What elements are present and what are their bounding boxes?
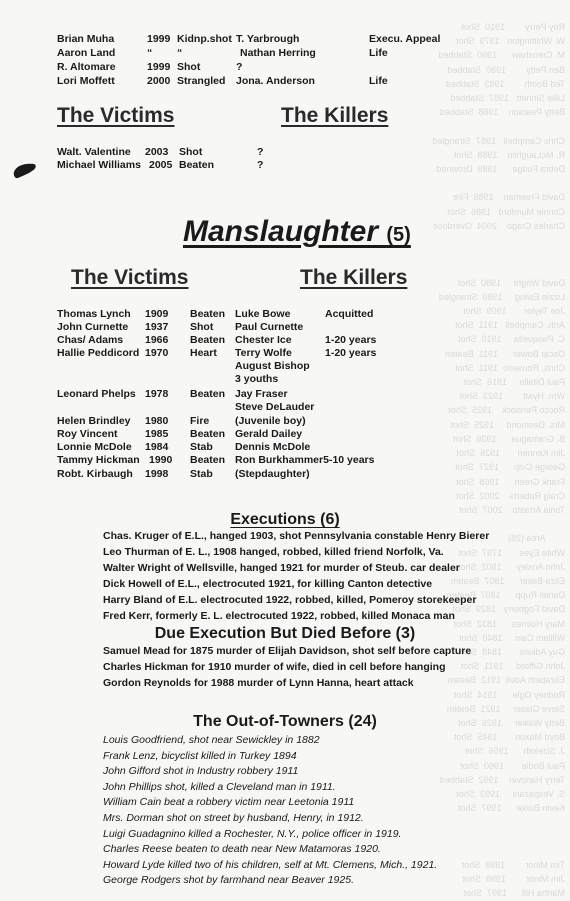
year: 1980	[145, 415, 169, 427]
manslaughter-title-text: Manslaughter	[183, 215, 379, 248]
executions-list	[103, 528, 489, 624]
cause: Heart	[190, 347, 217, 359]
sentence: Execu. Appeal	[369, 33, 441, 45]
year: 1990	[149, 454, 173, 466]
killer-name: Paul Curnette	[235, 321, 304, 333]
year: 2003	[145, 146, 169, 158]
manslaughter-row	[57, 321, 457, 335]
manslaughter-row	[57, 441, 457, 455]
victim-name: Michael Williams	[57, 159, 141, 171]
cause: Shot	[177, 61, 201, 73]
sentence: Life	[369, 47, 388, 59]
cause: Beaten	[190, 334, 226, 346]
manslaughter-row	[57, 468, 457, 482]
due-execution-list	[103, 643, 471, 691]
year: 2000	[147, 75, 171, 87]
out-of-towner-entry: Louis Goodfriend, shot near Sewickley in 1882	[103, 734, 320, 746]
manslaughter-row	[57, 308, 457, 322]
manslaughter-row	[57, 388, 457, 402]
sentence: Acquitted	[325, 308, 374, 320]
killer-name: Steve DeLauder	[235, 401, 315, 413]
due-execution-entry: Samuel Mead for 1875 murder of Elijah Davidson, shot self before capture	[103, 645, 472, 657]
execution-entry: Chas. Kruger of E.L., hanged 1903, shot Pennsylvania constable Henry Bierer	[103, 530, 490, 542]
sentence: Life	[369, 75, 388, 87]
year: 1985	[145, 428, 169, 440]
killer-name: Gerald Dailey	[235, 428, 303, 440]
cause: Beaten	[190, 308, 226, 320]
killer-name: (Stepdaughter)	[235, 468, 310, 480]
executions-heading: Executions (6)	[230, 511, 340, 528]
manslaughter-row	[57, 454, 457, 468]
year: 1999	[147, 61, 171, 73]
killer-name: Dennis McDole	[235, 441, 311, 453]
cause: Kidnp.shot	[177, 33, 232, 45]
victim-name: John Curnette	[57, 321, 129, 333]
victim-name: Helen Brindley	[57, 415, 131, 427]
killers-heading: The Killers	[300, 266, 408, 289]
year: 1978	[145, 388, 169, 400]
out-of-towners-heading: The Out-of-Towners (24)	[193, 713, 377, 730]
cause: Shot	[179, 146, 203, 158]
year: 1998	[145, 468, 169, 480]
cause: Beaten	[190, 388, 226, 400]
year: “	[147, 47, 153, 59]
cause: Fire	[190, 415, 210, 427]
victims-heading: The Victims	[71, 266, 189, 289]
killer-name: Ron Burkhammer5-10 years	[235, 454, 375, 466]
victim-name: Brian Muha	[57, 33, 115, 45]
manslaughter-count: (5)	[386, 224, 411, 246]
killer-name: Terry Wolfe	[235, 347, 292, 359]
cause: Strangled	[177, 75, 226, 87]
cause: “	[177, 47, 183, 59]
out-of-towner-entry: Howard Lyde killed two of his children, self at Mt. Clemens, Mich., 1921.	[103, 858, 438, 871]
execution-entry: Harry Bland of E.L. electrocuted 1922, robbed, killed, Pomeroy storekeeper	[103, 594, 477, 606]
cause: Stab	[190, 468, 213, 480]
manslaughter-row	[57, 334, 457, 348]
out-of-towner-entry: Mrs. Dorman shot on street by husband, Henry, in 1912.	[103, 812, 364, 824]
top-case-row	[57, 33, 527, 47]
bleed-through-text: Roy Perry 1910 Shot W. Whittington 1979 Shot M. Crenshaw 1990 Stabbed Ben Petty 1980 Stabbed Ted Booth 1983 Stabbed Lillie Sinnett 1987 Stabbed Betty Pearson 1988 Stabbed Chris Campbell 1987 Strangled R. McLaughlin 1988 Shot Debra Fudge 1989 Drowned David Freeman 1986 Fire Connie Mumford 1986 Shot Charles Crago 2004 Overdose David Wright 1980 Shot Lizzie Ewing 1980 Strangled Joe Taylor 1909 Shot Arth. Campbell 1911 Shot C. Pasquella 1910 Shot Oscar Bower 1911 Beaten Chris. Rouserio 1911 Shot Paul Difallo 1916 Shot Wm. Hyatt 1923 Shot Rocco Pennock 1925 Shot Mrs. Desmond 1925 Shot B. Gramagua 1926 Shot Jim Kennen 1926 Shot George Culp 1927 Shot Frank Green 1968 Shot Craig Roberts 2002 Shot Tonia Arrasto 2007 Shot Area (28) White Eyes 1797 Shot John Ansley 1802 Shot Eliza Baker 1807 Beaten Daniel Rupp 1807 Beaten David Fogberry 1829 Shot Mary Holmes 1832 Shot William Cain 1840 Shot Guy Adkins 1848 Shot John Gifford 1911 Shot Elizabeth Adell 1912 Beaten Rodney Ogle 1914 Shot Steve Glaser 1921 Beaten Betty Walker 1926 Shot Boyd Maxon 1945 Shot J. Sizeloth 1956 Shot Paul Bodie 1960 Shot Terry Hanover 1992 Stabbed S. Vespazani 1993 Shot Kevin Burke 1997 Shot Tim Minor 1998 Shot Jim Minor 1998 Shot Martha Hill 1997 Shot	[432, 22, 565, 899]
victim-name: Hallie Peddicord	[57, 347, 140, 359]
killer-name: (Juvenile boy)	[235, 415, 306, 427]
execution-entry: Fred Kerr, formerly E. L. electrocuted 1922, robbed, killed Monaca man	[103, 610, 455, 622]
killer-name: ?	[236, 61, 243, 73]
killer-name: Chester Ice	[235, 334, 292, 346]
killer-name: T. Yarbrough	[236, 33, 300, 45]
out-of-towner-entry: Charles Reese beaten to death near New Matamoras 1920.	[103, 843, 381, 856]
top-case-row	[57, 61, 527, 75]
out-of-towner-entry: Frank Lenz, bicyclist killed in Turkey 1894	[103, 749, 297, 762]
year: 1970	[145, 347, 169, 359]
killer-name: 3 youths	[235, 373, 279, 385]
killer-name: Jay Fraser	[235, 388, 288, 400]
execution-entry: Dick Howell of E.L., electrocuted 1921, for killing Canton detective	[103, 578, 433, 590]
victim-name: Lori Moffett	[57, 75, 115, 87]
victim-name: Robt. Kirbaugh	[57, 468, 133, 480]
year: 1984	[145, 441, 169, 453]
execution-entry: Walter Wright of Wellsville, hanged 1921 for murder of Steub. car dealer	[103, 562, 460, 574]
due-execution-entry: Charles Hickman for 1910 murder of wife, died in cell before hanging	[103, 661, 446, 673]
killer-name: Jona. Anderson	[236, 75, 315, 87]
sentence: 1-20 years	[325, 347, 377, 359]
ink-blot-mark	[12, 160, 38, 180]
year: 1966	[145, 334, 169, 346]
cause: Beaten	[179, 159, 215, 171]
victim-name: Roy Vincent	[57, 428, 118, 440]
victim-name: Lonnie McDole	[57, 441, 132, 453]
execution-entry: Leo Thurman of E. L., 1908 hanged, robbed, killed friend Norfolk, Va.	[103, 546, 444, 558]
killer-name: Luke Bowe	[235, 308, 291, 320]
manslaughter-row	[57, 415, 457, 429]
top-case-row	[57, 75, 527, 89]
cause: Stab	[190, 441, 213, 453]
manslaughter-row	[57, 401, 457, 415]
manslaughter-row	[57, 360, 457, 374]
victim-name: Walt. Valentine	[57, 146, 131, 158]
victim-name: Leonard Phelps	[57, 388, 136, 400]
out-of-towner-entry: John Gifford shot in Industry robbery 1911	[103, 765, 299, 778]
due-execution-entry: Gordon Reynolds for 1988 murder of Lynn Hanna, heart attack	[103, 677, 414, 689]
victims-heading-top: The Victims	[57, 104, 175, 127]
out-of-towner-entry: George Rodgers shot by farmhand near Beaver 1925.	[103, 874, 354, 887]
unsolved-case-row	[57, 159, 357, 173]
victim-name: R. Altomare	[57, 61, 116, 73]
cause: Shot	[190, 321, 214, 333]
victim-name: Tammy Hickman	[57, 454, 140, 466]
unsolved-case-row	[57, 146, 357, 160]
cause: Beaten	[190, 428, 226, 440]
sentence: 1-20 years	[325, 334, 377, 346]
due-execution-heading: Due Execution But Died Before (3)	[154, 625, 416, 642]
year: 1937	[145, 321, 169, 333]
year: 1909	[145, 308, 169, 320]
manslaughter-row	[57, 347, 457, 361]
year: 1999	[147, 33, 171, 45]
year: 2005	[149, 159, 173, 171]
killer-name: Nathan Herring	[240, 47, 316, 59]
victim-name: Aaron Land	[57, 47, 116, 59]
killer-name: ?	[257, 159, 264, 171]
victim-name: Thomas Lynch	[57, 308, 131, 320]
manslaughter-row	[57, 373, 457, 387]
out-of-towner-entry: John Phillips shot, killed a Cleveland man in 1911.	[103, 780, 336, 793]
victim-name: Chas/ Adams	[57, 334, 124, 346]
out-of-towner-entry: Luigi Guadagnino killed a Rochester, N.Y., police officer in 1919.	[103, 827, 402, 840]
manslaughter-row	[57, 428, 457, 442]
manslaughter-title	[183, 215, 411, 249]
top-case-row	[57, 47, 527, 61]
killer-name: August Bishop	[235, 360, 310, 372]
out-of-towner-entry: William Cain beat a robbery victim near Leetonia 1911	[103, 796, 355, 809]
killer-name: ?	[257, 146, 264, 158]
cause: Beaten	[190, 454, 226, 466]
killers-heading-top: The Killers	[281, 104, 389, 127]
